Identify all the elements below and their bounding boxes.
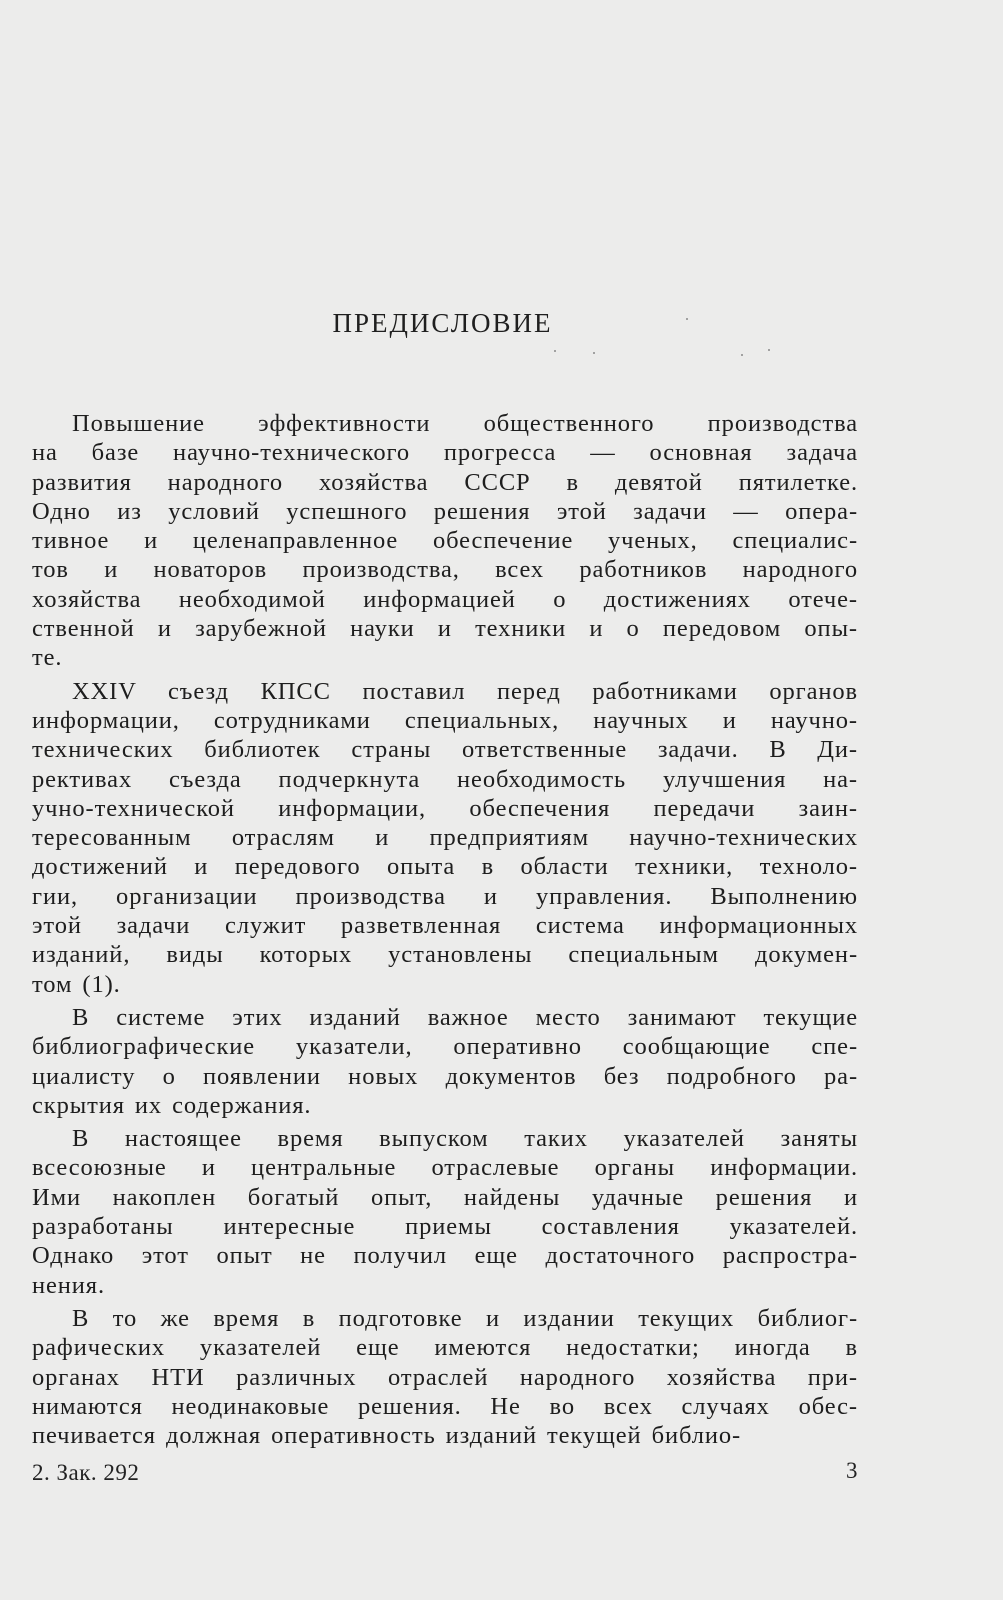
text-line: том (1). [32,970,121,998]
page-number: 3 [846,1458,858,1483]
text-line: XXIV съезд КПСС поставил перед работниками органов [72,677,858,705]
print-speck [768,349,770,351]
text-line: развития народного хозяйства СССР в девятой пятилетке. [32,468,858,496]
text-line: информации, сотрудниками специальных, научных и научно- [32,706,858,734]
paragraph [32,409,858,673]
page-title [0,308,1003,339]
text-line: те. [32,644,63,672]
print-speck [741,354,743,356]
text-line: на базе научно-технического прогресса — основная задача [32,439,858,467]
paragraph [32,1304,858,1450]
paragraph [32,1003,858,1120]
text-line: учно-технической информации, обеспечения передачи заин- [32,794,858,822]
text-line: В настоящее время выпуском таких указателей заняты [72,1125,858,1153]
text-line: всесоюзные и центральные отраслевые органы информации. [32,1154,858,1182]
text-line: В системе этих изданий важное место занимают текущие [72,1003,858,1031]
text-line: тов и новаторов производства, всех работников народного [32,556,858,584]
text-line: нения. [32,1271,106,1299]
print-speck [593,352,595,354]
text-line: В то же время в подготовке и издании текущих библиог- [72,1304,858,1332]
body-text [32,409,858,1450]
text-line: изданий, виды которых установлены специальным докумен- [32,941,858,969]
text-line: технических библиотек страны ответственные задачи. В Ди- [32,736,858,764]
text-line: циалисту о появлении новых документов без подробного ра- [32,1062,858,1090]
paragraph [32,677,858,999]
text-line: Однако этот опыт не получил еще достаточного распростра- [32,1242,858,1270]
text-line: Повышение эффективности общественного производства [72,410,858,437]
text-line: ственной и зарубежной науки и техники и о передовом опы- [32,615,858,643]
text-line: скрытия их содержания. [32,1091,312,1119]
text-line: библиографические указатели, оперативно сообщающие спе- [32,1033,858,1061]
text-line: достижений и передового опыта в области техники, техноло- [32,853,858,881]
printing-signature: 2. Зак. 292 [32,1460,140,1485]
text-line: рафических указателей еще имеются недостатки; иногда в [32,1334,858,1362]
text-line: нимаются неодинаковые решения. Не во всех случаях обес- [32,1392,858,1420]
text-line: разработаны интересные приемы составления указателей. [32,1213,858,1241]
text-line: хозяйства необходимой информацией о достижениях отече- [32,585,858,613]
text-line: органах НТИ различных отраслей народного хозяйства при- [32,1363,858,1391]
text-line: рективах съезда подчеркнута необходимость улучшения на- [32,765,858,793]
text-line: Одно из условий успешного решения этой задачи — опера- [32,497,858,525]
print-speck [554,350,556,352]
text-line: Ими накоплен богатый опыт, найдены удачные решения и [32,1183,858,1211]
text-line: печивается должная оперативность изданий текущей библио- [32,1422,742,1450]
page-title-text: ПРЕДИСЛОВИЕ [332,308,553,338]
text-line: тересованным отраслям и предприятиям научно-технических [32,824,858,852]
text-line: этой задачи служит разветвленная система информационных [32,912,858,940]
text-line: гии, организации производства и управления. Выполнению [32,882,858,910]
text-line: тивное и целенаправленное обеспечение ученых, специалис- [32,527,858,555]
paragraph [32,1124,858,1300]
